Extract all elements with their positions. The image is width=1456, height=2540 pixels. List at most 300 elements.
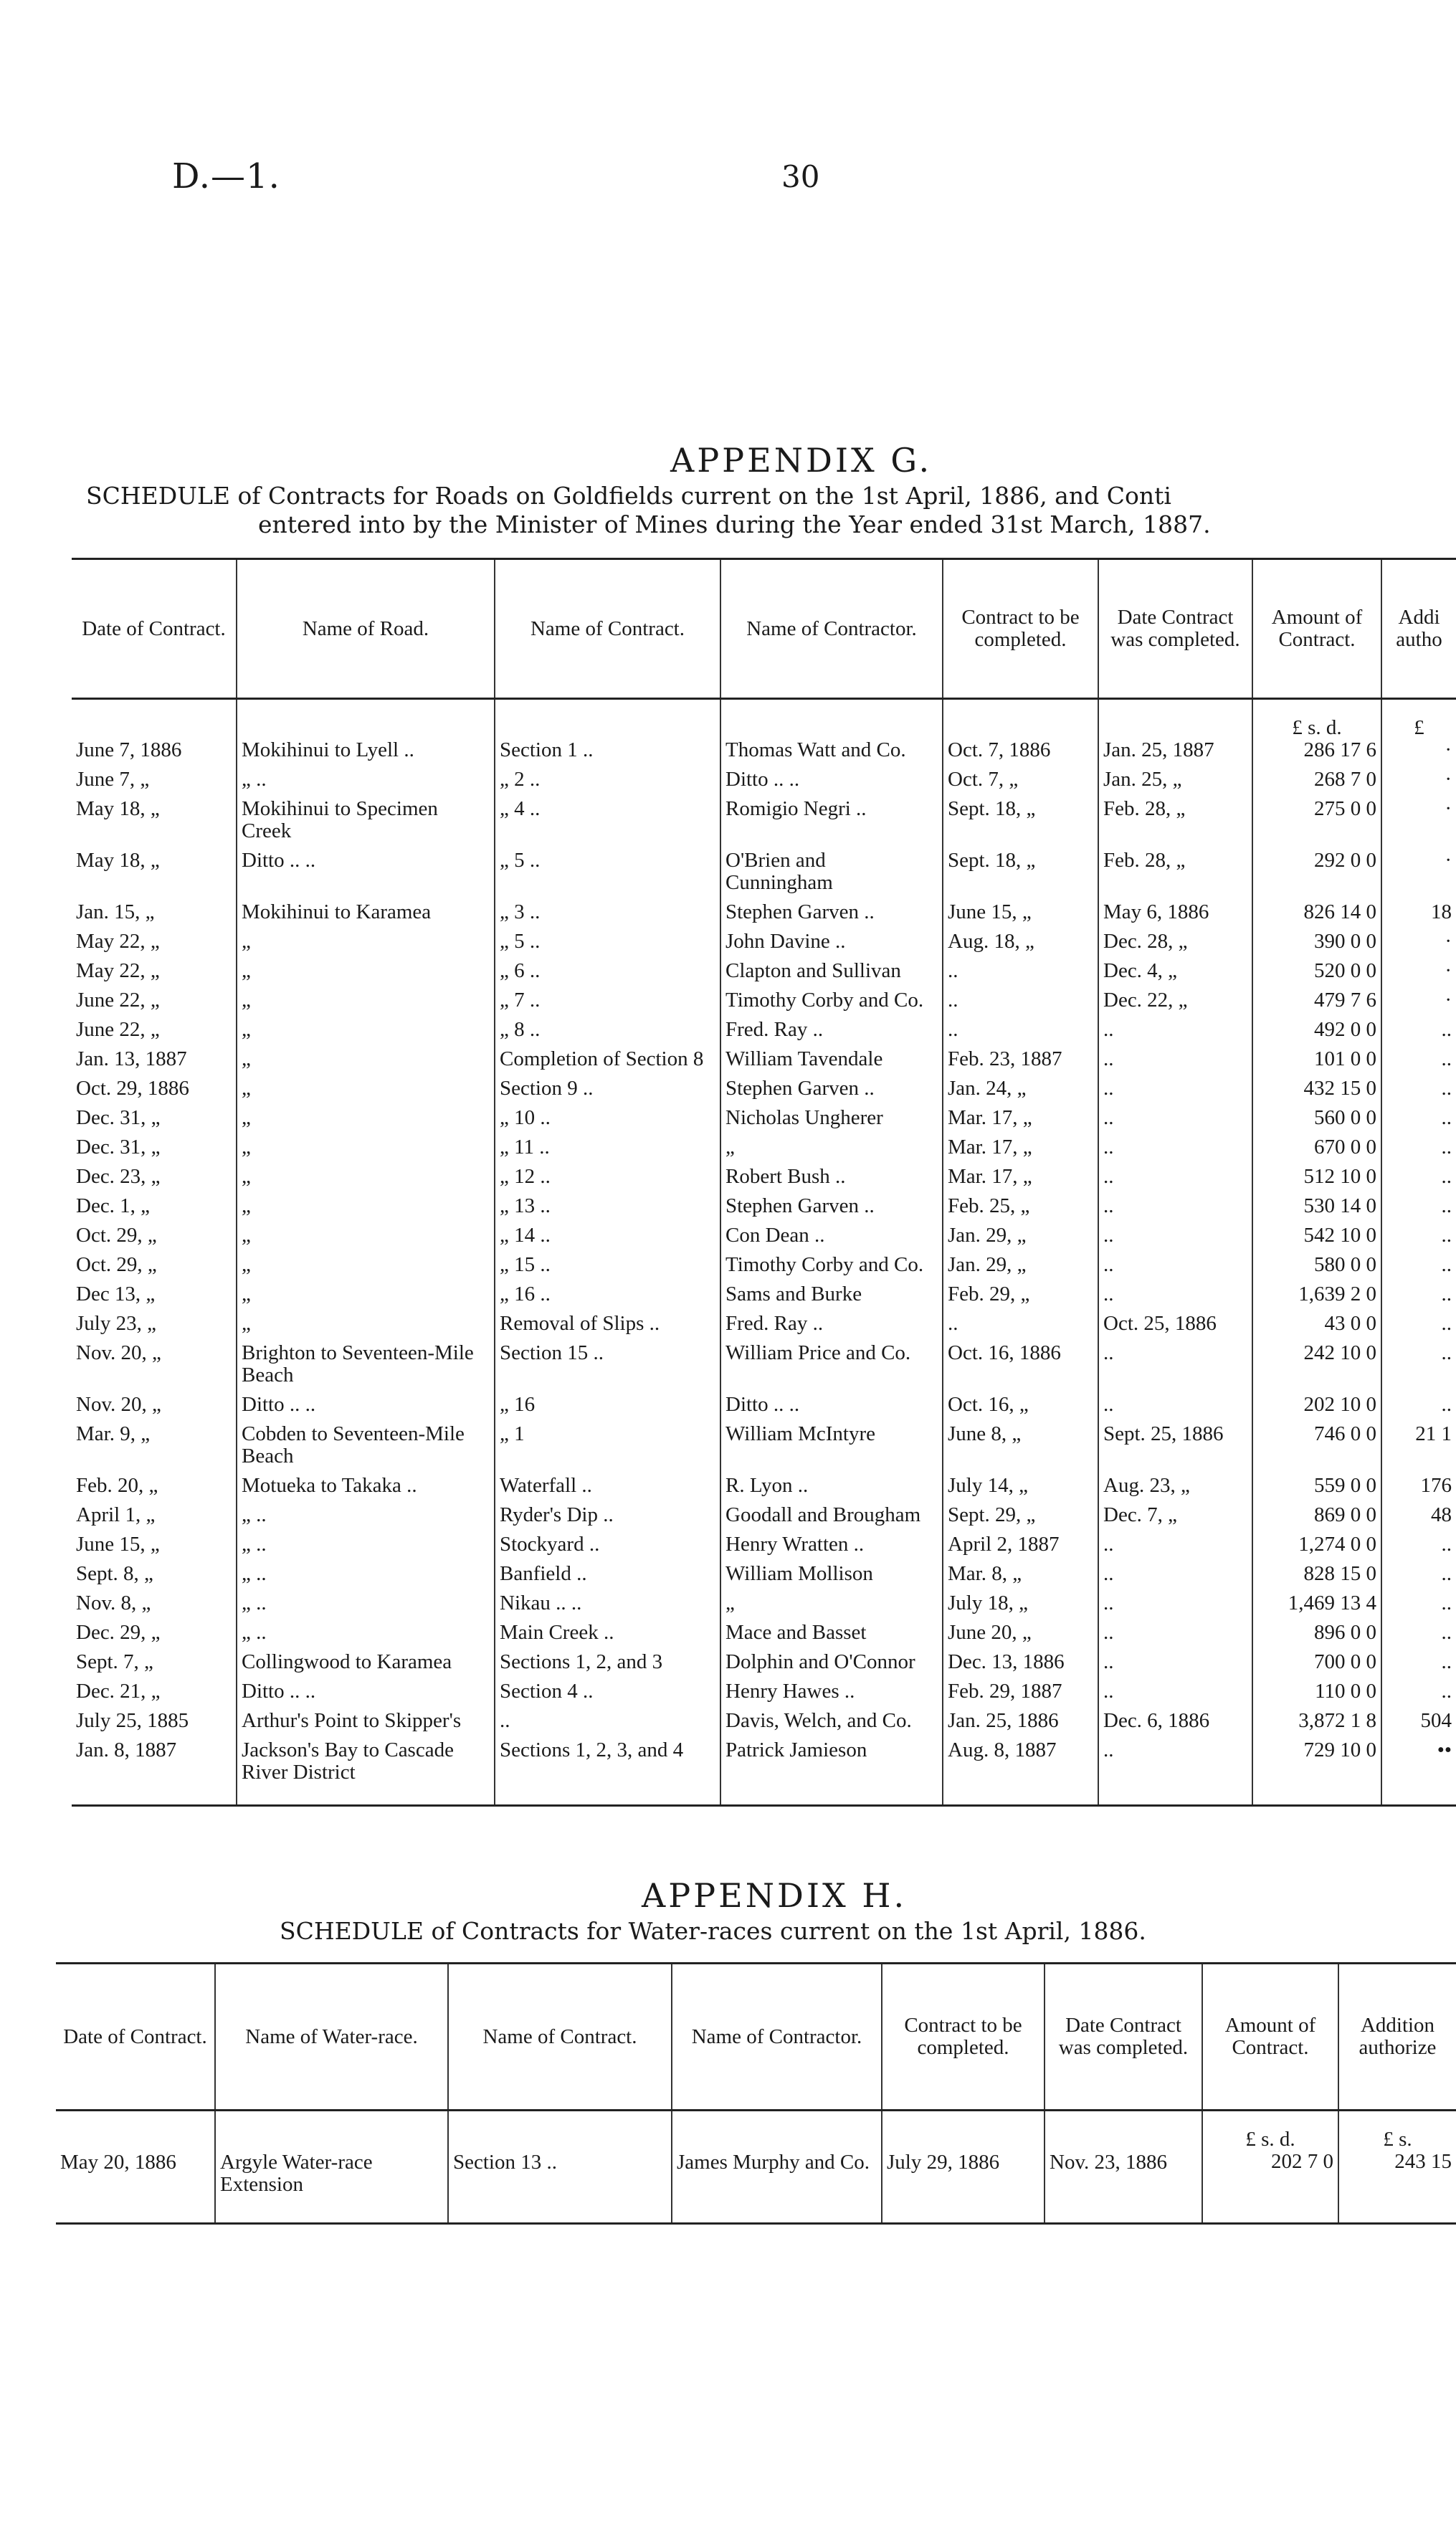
road-cell: Jackson's Bay to Cascade River District xyxy=(237,1732,495,1784)
contractor-cell: Robert Bush .. xyxy=(720,1159,943,1188)
additional-cell: .. xyxy=(1381,1188,1456,1217)
col-completed: Date Contract was completed. xyxy=(1098,559,1252,699)
table-row xyxy=(72,1335,1456,1386)
contractor-cell: „ xyxy=(720,1585,943,1614)
contract-cell: „ 10 .. xyxy=(495,1100,720,1129)
amount-cell: 286 17 6 xyxy=(1252,739,1381,761)
to-complete-cell: Oct. 16, 1886 xyxy=(943,1335,1098,1386)
col-to-complete: Contract to be completed. xyxy=(943,559,1098,699)
amount-cell: 826 14 0 xyxy=(1252,894,1381,923)
additional-cell: .. xyxy=(1381,1556,1456,1585)
date-cell: Oct. 29, „ xyxy=(76,1253,157,1276)
additional-cell: · xyxy=(1381,842,1456,894)
date-cell: June 15, „ xyxy=(76,1533,160,1556)
completed-cell: .. xyxy=(1098,1386,1252,1416)
contractor-cell: Stephen Garven .. xyxy=(720,1070,943,1100)
amount-cell: 530 14 0 xyxy=(1252,1188,1381,1217)
completed-cell: .. xyxy=(1098,1012,1252,1041)
table-row xyxy=(72,1305,1456,1335)
amount-cell: 242 10 0 xyxy=(1252,1335,1381,1386)
to-complete-cell: July 18, „ xyxy=(943,1585,1098,1614)
to-complete-cell: Oct. 7, 1886 xyxy=(943,739,1098,761)
to-complete-cell: Sept. 18, „ xyxy=(943,791,1098,842)
table-row xyxy=(72,1217,1456,1247)
amount-cell: 670 0 0 xyxy=(1252,1129,1381,1159)
contractor-cell: O'Brien and Cunningham xyxy=(720,842,943,894)
contract-cell: „ 14 .. xyxy=(495,1217,720,1247)
completed-cell: Feb. 28, „ xyxy=(1098,842,1252,894)
contract-cell: Main Creek .. xyxy=(495,1614,720,1644)
amount-currency-header: £ s. d. xyxy=(1245,2128,1295,2151)
col-date: Date of Contract. xyxy=(56,1964,215,2111)
road-cell: „ xyxy=(237,1041,495,1070)
table-row xyxy=(72,1100,1456,1129)
contractor-cell: Clapton and Sullivan xyxy=(720,953,943,982)
to-complete-cell: Dec. 13, 1886 xyxy=(943,1644,1098,1673)
contract-cell: Section 9 .. xyxy=(495,1070,720,1100)
date-cell: Dec. 31, „ xyxy=(76,1136,161,1159)
table-row xyxy=(72,953,1456,982)
contract-cell: Ryder's Dip .. xyxy=(495,1497,720,1526)
date-cell: Jan. 15, „ xyxy=(76,900,155,923)
completed-cell: .. xyxy=(1098,1585,1252,1614)
amount-cell: 896 0 0 xyxy=(1252,1614,1381,1644)
date-cell: May 18, „ xyxy=(76,849,160,872)
amount-cell xyxy=(1202,2111,1338,2197)
road-cell: „ xyxy=(237,982,495,1012)
road-cell: „ xyxy=(237,953,495,982)
table-row xyxy=(72,1556,1456,1585)
additional-cell: .. xyxy=(1381,1585,1456,1614)
contract-cell: „ 7 .. xyxy=(495,982,720,1012)
contractor-cell: William Mollison xyxy=(720,1556,943,1585)
additional-cell: .. xyxy=(1381,1217,1456,1247)
contract-cell: „ 16 xyxy=(495,1386,720,1416)
completed-cell: .. xyxy=(1098,1188,1252,1217)
date-cell: Dec. 29, „ xyxy=(76,1621,161,1644)
contract-cell: Nikau .. .. xyxy=(495,1585,720,1614)
additional-cell: .. xyxy=(1381,1100,1456,1129)
amount-cell: 110 0 0 xyxy=(1252,1673,1381,1703)
amount-cell: 580 0 0 xyxy=(1252,1247,1381,1276)
additional-cell: .. xyxy=(1381,1386,1456,1416)
completed-cell: .. xyxy=(1098,1644,1252,1673)
road-cell: Mokihinui to Specimen Creek xyxy=(237,791,495,842)
road-cell: „ .. xyxy=(237,1556,495,1585)
table-row xyxy=(72,761,1456,791)
to-complete-cell: .. xyxy=(943,1012,1098,1041)
amount-cell: 268 7 0 xyxy=(1252,761,1381,791)
additional-cell: .. xyxy=(1381,1335,1456,1386)
table-row xyxy=(72,1732,1456,1784)
contract-cell: Stockyard .. xyxy=(495,1526,720,1556)
date-cell: June 7, „ xyxy=(76,768,150,791)
additional-cell: · xyxy=(1381,791,1456,842)
contract-cell: „ 5 .. xyxy=(495,842,720,894)
contract-cell: „ 4 .. xyxy=(495,791,720,842)
completed-cell: Dec. 6, 1886 xyxy=(1098,1703,1252,1732)
to-complete-cell: Oct. 16, „ xyxy=(943,1386,1098,1416)
completed-cell: May 6, 1886 xyxy=(1098,894,1252,923)
additional-cell: · xyxy=(1381,761,1456,791)
road-cell: „ xyxy=(237,1217,495,1247)
completed-cell: Nov. 23, 1886 xyxy=(1045,2111,1202,2197)
amount-cell: 559 0 0 xyxy=(1252,1468,1381,1497)
contractor-cell: Goodall and Brougham xyxy=(720,1497,943,1526)
contractor-cell: Con Dean .. xyxy=(720,1217,943,1247)
contract-cell: Section 4 .. xyxy=(495,1673,720,1703)
amount-cell: 700 0 0 xyxy=(1252,1644,1381,1673)
amount-value: 202 7 0 xyxy=(1271,2150,1333,2173)
additional-cell: .. xyxy=(1381,1247,1456,1276)
col-amount: Amount of Contract. xyxy=(1202,1964,1338,2111)
date-cell: Feb. 20, „ xyxy=(76,1474,158,1497)
contract-cell: Banfield .. xyxy=(495,1556,720,1585)
contractor-cell: William Price and Co. xyxy=(720,1335,943,1386)
additional-cell: · xyxy=(1381,739,1456,761)
additional-cell: 48 xyxy=(1381,1497,1456,1526)
date-cell: May 20, 1886 xyxy=(60,2151,176,2174)
date-cell: April 1, „ xyxy=(76,1503,156,1526)
additional-cell: · xyxy=(1381,953,1456,982)
to-complete-cell: Sept. 18, „ xyxy=(943,842,1098,894)
completed-cell: .. xyxy=(1098,1673,1252,1703)
additional-cell: .. xyxy=(1381,1129,1456,1159)
additional-cell: .. xyxy=(1381,1276,1456,1305)
road-cell: „ .. xyxy=(237,1497,495,1526)
contract-cell: „ 12 .. xyxy=(495,1159,720,1188)
additional-cell: .. xyxy=(1381,1305,1456,1335)
contract-cell: „ 8 .. xyxy=(495,1012,720,1041)
road-cell: „ xyxy=(237,923,495,953)
contractor-cell: Fred. Ray .. xyxy=(720,1305,943,1335)
table-row xyxy=(72,1673,1456,1703)
date-cell: Oct. 29, „ xyxy=(76,1224,157,1247)
col-contract: Name of Contract. xyxy=(448,1964,672,2111)
additional-cell: · xyxy=(1381,982,1456,1012)
amount-cell: 542 10 0 xyxy=(1252,1217,1381,1247)
contractor-cell: Thomas Watt and Co. xyxy=(720,739,943,761)
additional-currency-header: £ xyxy=(1381,699,1456,740)
amount-cell: 43 0 0 xyxy=(1252,1305,1381,1335)
table-row xyxy=(72,1614,1456,1644)
road-cell: „ .. xyxy=(237,1614,495,1644)
to-complete-cell: Jan. 24, „ xyxy=(943,1070,1098,1100)
contractor-cell: James Murphy and Co. xyxy=(672,2111,882,2197)
additional-cell: 504 xyxy=(1381,1703,1456,1732)
additional-value: 243 15 xyxy=(1394,2150,1452,2173)
amount-cell: 746 0 0 xyxy=(1252,1416,1381,1468)
completed-cell: .. xyxy=(1098,1041,1252,1070)
contractor-cell: Sams and Burke xyxy=(720,1276,943,1305)
completed-cell: Oct. 25, 1886 xyxy=(1098,1305,1252,1335)
race-cell: Argyle Water-race Extension xyxy=(215,2111,448,2197)
table-row xyxy=(72,1585,1456,1614)
to-complete-cell: Oct. 7, „ xyxy=(943,761,1098,791)
col-additional: Addition authorize xyxy=(1338,1964,1456,2111)
completed-cell: Sept. 25, 1886 xyxy=(1098,1416,1252,1468)
appendix-g-title: APPENDIX G. xyxy=(670,441,933,480)
table-row xyxy=(72,1247,1456,1276)
completed-cell: .. xyxy=(1098,1129,1252,1159)
table-row xyxy=(72,1497,1456,1526)
to-complete-cell: Aug. 18, „ xyxy=(943,923,1098,953)
contract-cell: „ 16 .. xyxy=(495,1276,720,1305)
date-cell: June 7, 1886 xyxy=(76,739,182,761)
table-row xyxy=(72,1386,1456,1416)
amount-currency-header: £ s. d. xyxy=(1252,699,1381,740)
date-cell: May 22, „ xyxy=(76,930,160,953)
contract-cell: „ 1 xyxy=(495,1416,720,1468)
road-cell: Mokihinui to Karamea xyxy=(237,894,495,923)
additional-currency-header: £ s. xyxy=(1383,2128,1412,2151)
contractor-cell: Fred. Ray .. xyxy=(720,1012,943,1041)
additional-cell: · xyxy=(1381,923,1456,953)
contract-cell: Removal of Slips .. xyxy=(495,1305,720,1335)
contract-cell: „ 5 .. xyxy=(495,923,720,953)
contract-cell: Sections 1, 2, 3, and 4 xyxy=(495,1732,720,1784)
to-complete-cell: July 14, „ xyxy=(943,1468,1098,1497)
to-complete-cell: Feb. 29, „ xyxy=(943,1276,1098,1305)
table-row xyxy=(72,1703,1456,1732)
completed-cell: .. xyxy=(1098,1070,1252,1100)
col-to-complete: Contract to be completed. xyxy=(882,1964,1045,2111)
to-complete-cell: April 2, 1887 xyxy=(943,1526,1098,1556)
to-complete-cell: Sept. 29, „ xyxy=(943,1497,1098,1526)
amount-cell: 869 0 0 xyxy=(1252,1497,1381,1526)
to-complete-cell: Mar. 8, „ xyxy=(943,1556,1098,1585)
date-cell: Nov. 20, „ xyxy=(76,1393,161,1416)
appendix-g-table xyxy=(72,558,1456,1807)
completed-cell: Jan. 25, 1887 xyxy=(1098,739,1252,761)
amount-cell: 560 0 0 xyxy=(1252,1100,1381,1129)
table-row xyxy=(72,1526,1456,1556)
date-cell: June 22, „ xyxy=(76,989,160,1012)
contract-cell: Completion of Section 8 xyxy=(495,1041,720,1070)
amount-cell: 101 0 0 xyxy=(1252,1041,1381,1070)
date-cell: Dec. 31, „ xyxy=(76,1106,161,1129)
to-complete-cell: June 20, „ xyxy=(943,1614,1098,1644)
date-cell: May 22, „ xyxy=(76,959,160,982)
additional-cell: .. xyxy=(1381,1614,1456,1644)
to-complete-cell: June 15, „ xyxy=(943,894,1098,923)
date-cell: Dec 13, „ xyxy=(76,1283,156,1305)
contract-cell: .. xyxy=(495,1703,720,1732)
to-complete-cell: .. xyxy=(943,953,1098,982)
completed-cell: Dec. 28, „ xyxy=(1098,923,1252,953)
appendix-g-subtitle-line1: SCHEDULE of Contracts for Roads on Goldfields current on the 1st April, 1886, and Conti xyxy=(86,482,1171,510)
completed-cell: .. xyxy=(1098,1247,1252,1276)
document-reference: D.—1. xyxy=(172,156,280,196)
road-cell: „ xyxy=(237,1247,495,1276)
road-cell: Mokihinui to Lyell .. xyxy=(237,739,495,761)
to-complete-cell: .. xyxy=(943,982,1098,1012)
contract-cell: Section 15 .. xyxy=(495,1335,720,1386)
to-complete-cell: Mar. 17, „ xyxy=(943,1159,1098,1188)
contract-cell: Section 1 .. xyxy=(495,739,720,761)
completed-cell: .. xyxy=(1098,1159,1252,1188)
additional-cell xyxy=(1338,2111,1456,2197)
date-cell: June 22, „ xyxy=(76,1018,160,1041)
completed-cell: .. xyxy=(1098,1100,1252,1129)
to-complete-cell: July 29, 1886 xyxy=(882,2111,1045,2197)
additional-cell: •• xyxy=(1381,1732,1456,1784)
date-cell: July 25, 1885 xyxy=(76,1709,189,1732)
date-cell: Nov. 20, „ xyxy=(76,1341,161,1364)
completed-cell: .. xyxy=(1098,1335,1252,1386)
contractor-cell: Nicholas Ungherer xyxy=(720,1100,943,1129)
road-cell: „ xyxy=(237,1276,495,1305)
completed-cell: Dec. 22, „ xyxy=(1098,982,1252,1012)
contract-cell: „ 6 .. xyxy=(495,953,720,982)
road-cell: Collingwood to Karamea xyxy=(237,1644,495,1673)
additional-cell: 21 1 xyxy=(1381,1416,1456,1468)
amount-cell: 520 0 0 xyxy=(1252,953,1381,982)
road-cell: Arthur's Point to Skipper's xyxy=(237,1703,495,1732)
amount-cell: 1,639 2 0 xyxy=(1252,1276,1381,1305)
amount-cell: 390 0 0 xyxy=(1252,923,1381,953)
contractor-cell: Romigio Negri .. xyxy=(720,791,943,842)
amount-cell: 492 0 0 xyxy=(1252,1012,1381,1041)
contract-cell: „ 11 .. xyxy=(495,1129,720,1159)
contract-cell: „ 15 .. xyxy=(495,1247,720,1276)
appendix-h-table xyxy=(56,1962,1456,2225)
col-road: Name of Road. xyxy=(237,559,495,699)
contractor-cell: William McIntyre xyxy=(720,1416,943,1468)
table-row xyxy=(72,1188,1456,1217)
contract-cell: „ 13 .. xyxy=(495,1188,720,1217)
date-cell: Oct. 29, 1886 xyxy=(76,1077,189,1100)
road-cell: Ditto .. .. xyxy=(237,842,495,894)
appendix-h-subtitle: SCHEDULE of Contracts for Water-races current on the 1st April, 1886. xyxy=(280,1917,1146,1945)
to-complete-cell: Jan. 29, „ xyxy=(943,1217,1098,1247)
contractor-cell: Henry Hawes .. xyxy=(720,1673,943,1703)
date-cell: Sept. 7, „ xyxy=(76,1650,153,1673)
road-cell: „ xyxy=(237,1070,495,1100)
to-complete-cell: Feb. 23, 1887 xyxy=(943,1041,1098,1070)
table-row xyxy=(72,791,1456,842)
date-cell: May 18, „ xyxy=(76,797,160,820)
table-row xyxy=(72,1159,1456,1188)
road-cell: „ xyxy=(237,1100,495,1129)
road-cell: „ xyxy=(237,1188,495,1217)
contractor-cell: Henry Wratten .. xyxy=(720,1526,943,1556)
road-cell: Ditto .. .. xyxy=(237,1673,495,1703)
date-cell: Nov. 8, „ xyxy=(76,1592,151,1614)
date-cell: Dec. 1, „ xyxy=(76,1194,151,1217)
contractor-cell: Stephen Garven .. xyxy=(720,1188,943,1217)
to-complete-cell: June 8, „ xyxy=(943,1416,1098,1468)
completed-cell: Dec. 4, „ xyxy=(1098,953,1252,982)
table-row xyxy=(72,1644,1456,1673)
amount-cell: 479 7 6 xyxy=(1252,982,1381,1012)
col-contractor: Name of Contractor. xyxy=(720,559,943,699)
col-completed: Date Contract was completed. xyxy=(1045,1964,1202,2111)
amount-cell: 512 10 0 xyxy=(1252,1159,1381,1188)
date-cell: Jan. 13, 1887 xyxy=(76,1047,187,1070)
col-water-race: Name of Water-race. xyxy=(215,1964,448,2111)
table-row xyxy=(72,1070,1456,1100)
table-row xyxy=(72,1129,1456,1159)
contract-cell: „ 3 .. xyxy=(495,894,720,923)
table-row xyxy=(72,1276,1456,1305)
contractor-cell: Davis, Welch, and Co. xyxy=(720,1703,943,1732)
appendix-g-subtitle-line2: entered into by the Minister of Mines during the Year ended 31st March, 1887. xyxy=(258,510,1211,538)
table-row xyxy=(72,894,1456,923)
additional-cell: 18 xyxy=(1381,894,1456,923)
completed-cell: .. xyxy=(1098,1526,1252,1556)
contract-cell: Waterfall .. xyxy=(495,1468,720,1497)
date-cell: Jan. 8, 1887 xyxy=(76,1738,177,1761)
table-row xyxy=(72,923,1456,953)
completed-cell: Feb. 28, „ xyxy=(1098,791,1252,842)
amount-cell: 432 15 0 xyxy=(1252,1070,1381,1100)
contractor-cell: Patrick Jamieson xyxy=(720,1732,943,1784)
date-cell: Sept. 8, „ xyxy=(76,1562,153,1585)
table-row xyxy=(72,842,1456,894)
completed-cell: Dec. 7, „ xyxy=(1098,1497,1252,1526)
additional-cell: .. xyxy=(1381,1070,1456,1100)
table-row xyxy=(72,1041,1456,1070)
to-complete-cell: Feb. 25, „ xyxy=(943,1188,1098,1217)
contract-cell: „ 2 .. xyxy=(495,761,720,791)
to-complete-cell: Jan. 29, „ xyxy=(943,1247,1098,1276)
additional-cell: 176 xyxy=(1381,1468,1456,1497)
amount-cell: 292 0 0 xyxy=(1252,842,1381,894)
amount-cell: 1,274 0 0 xyxy=(1252,1526,1381,1556)
additional-cell: .. xyxy=(1381,1012,1456,1041)
road-cell: „ .. xyxy=(237,1526,495,1556)
contractor-cell: Ditto .. .. xyxy=(720,1386,943,1416)
table-row xyxy=(72,982,1456,1012)
contractor-cell: John Davine .. xyxy=(720,923,943,953)
col-contract: Name of Contract. xyxy=(495,559,720,699)
date-cell: Dec. 23, „ xyxy=(76,1165,161,1188)
amount-cell: 729 10 0 xyxy=(1252,1732,1381,1784)
to-complete-cell: Mar. 17, „ xyxy=(943,1100,1098,1129)
to-complete-cell: Mar. 17, „ xyxy=(943,1129,1098,1159)
page-number: 30 xyxy=(781,159,820,194)
date-cell: Mar. 9, „ xyxy=(76,1422,151,1445)
contractor-cell: Dolphin and O'Connor xyxy=(720,1644,943,1673)
amount-cell: 1,469 13 4 xyxy=(1252,1585,1381,1614)
contractor-cell: William Tavendale xyxy=(720,1041,943,1070)
contractor-cell: Mace and Basset xyxy=(720,1614,943,1644)
contractor-cell: Stephen Garven .. xyxy=(720,894,943,923)
contract-cell: Section 13 .. xyxy=(448,2111,672,2197)
contractor-cell: Timothy Corby and Co. xyxy=(720,1247,943,1276)
col-contractor: Name of Contractor. xyxy=(672,1964,882,2111)
date-cell: Dec. 21, „ xyxy=(76,1680,161,1703)
to-complete-cell: .. xyxy=(943,1305,1098,1335)
road-cell: „ xyxy=(237,1305,495,1335)
completed-cell: .. xyxy=(1098,1276,1252,1305)
to-complete-cell: Feb. 29, 1887 xyxy=(943,1673,1098,1703)
additional-cell: .. xyxy=(1381,1673,1456,1703)
road-cell: „ .. xyxy=(237,761,495,791)
completed-cell: .. xyxy=(1098,1217,1252,1247)
amount-cell: 275 0 0 xyxy=(1252,791,1381,842)
completed-cell: .. xyxy=(1098,1614,1252,1644)
contractor-cell: Ditto .. .. xyxy=(720,761,943,791)
col-date: Date of Contract. xyxy=(72,559,237,699)
additional-cell: .. xyxy=(1381,1526,1456,1556)
contractor-cell: „ xyxy=(720,1129,943,1159)
completed-cell: .. xyxy=(1098,1732,1252,1784)
additional-cell: .. xyxy=(1381,1644,1456,1673)
table-row xyxy=(72,1416,1456,1468)
completed-cell: Aug. 23, „ xyxy=(1098,1468,1252,1497)
